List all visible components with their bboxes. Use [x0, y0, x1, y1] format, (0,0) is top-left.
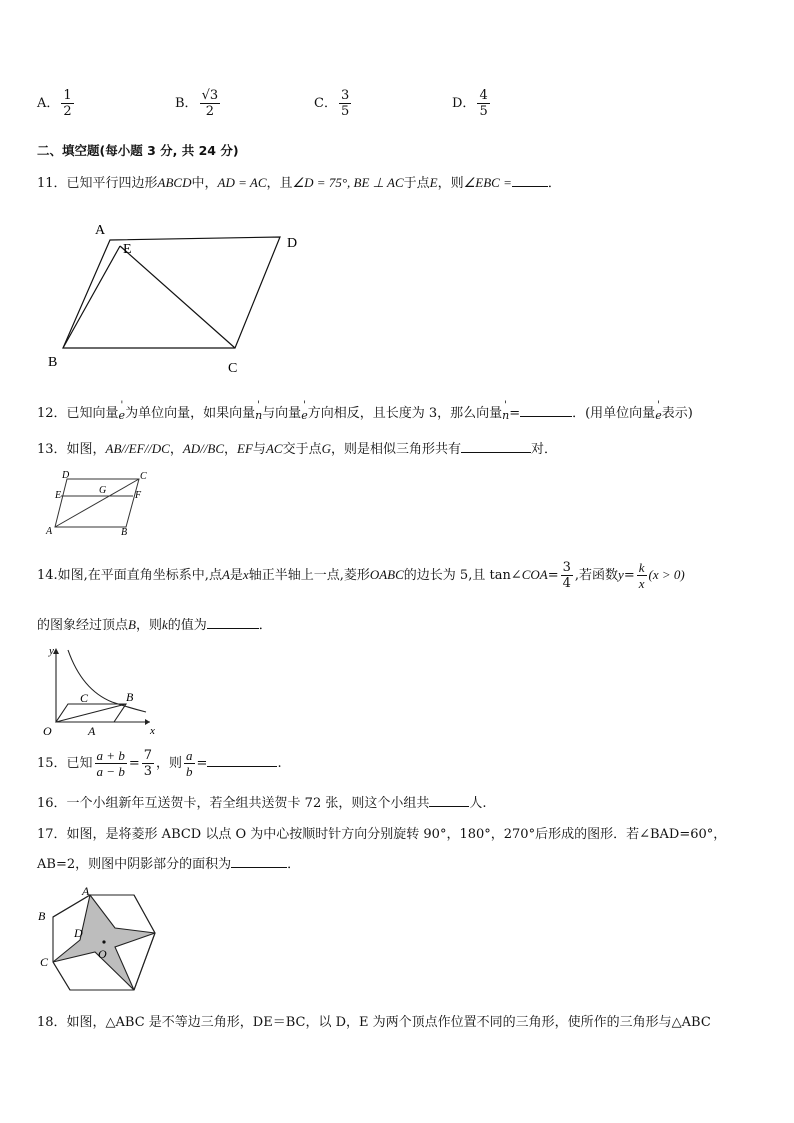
- label-o: O: [43, 724, 52, 738]
- label-b: B: [126, 690, 134, 704]
- label-x: x: [150, 725, 155, 737]
- label-a: A: [95, 223, 106, 238]
- label-c: C: [80, 691, 89, 705]
- question-16: 16．一个小组新年互送贺卡，若全组共送贺卡 72 张，则这个小组共 人.: [37, 792, 487, 811]
- label-f: F: [135, 490, 142, 501]
- label-b: B: [121, 527, 128, 538]
- label-c: C: [40, 955, 49, 969]
- choice-c: C． $\frac{3}{5}$: [314, 88, 350, 119]
- choice-d: D． $\frac{4}{5}$: [452, 88, 488, 119]
- label-e: E: [55, 490, 62, 501]
- label-a: A: [46, 526, 53, 537]
- question-15: 15．已知 $\frac{a + b}{a - b}$ = $\frac{7}{3}$ ，则 $\frac{a}{b}$ = .: [37, 748, 282, 779]
- label-a: A: [82, 884, 90, 898]
- question-17-line1: 17．如图，是将菱形 ABCD 以点 O 为中心按顺时针方向分别旋转 90°，180°，270°后形成的图形．若∠BAD=60°，: [37, 827, 727, 842]
- question-17-line2: AB=2，则图中阴影部分的面积为 ．: [37, 853, 300, 872]
- label-e: E: [123, 242, 132, 257]
- center-point-o: [102, 940, 105, 943]
- label-c: C: [228, 361, 238, 376]
- label-g: G: [99, 485, 107, 496]
- choice-b: B． $\frac{√3}{2}$: [175, 88, 219, 119]
- label-d: D: [62, 470, 70, 481]
- choice-a: A． $\frac{1}{2}$: [37, 88, 72, 119]
- label-o: O: [98, 947, 107, 961]
- question-14-line2: 的图象经过顶点B，则k的值为 ．: [37, 617, 272, 633]
- label-b: B: [38, 909, 46, 923]
- label-b: B: [48, 355, 58, 370]
- label-d: D: [287, 236, 298, 251]
- label-y: y: [49, 645, 54, 657]
- label-d: D: [74, 926, 83, 940]
- section-heading: 二、填空题(每小题 3 分, 共 24 分): [37, 143, 239, 158]
- question-14: 14.如图,在平面直角坐标系中,点A是x轴正半轴上一点,菱形OABC的边长为 5,且 tan∠COA= $\frac{3}{4}$ ,若函数y= $\frac{k}{x}$ (x > 0): [37, 560, 685, 591]
- question-11: 11．已知平行四边形ABCD中，AD = AC，且∠D = 75°, BE ⊥ AC于点E，则∠EBC = ．: [37, 175, 561, 191]
- question-18-line1: 18．如图，△ABC 是不等边三角形，DE＝BC，以 D，E 为两个顶点作位置不同的三角形，使所作的三角形与△ABC: [37, 1015, 711, 1030]
- question-12: 12．已知向量' e为单位向量，如果向量' n与向量' e方向相反，且长度为 3，那么向量' n= ．(用单位向量' e表示): [37, 402, 693, 422]
- question-13: 13．如图，AB//EF//DC，AD//BC，EF与AC交于点G，则是相似三角形共有 对．: [37, 441, 557, 457]
- label-a: A: [88, 724, 96, 738]
- label-c: C: [140, 471, 147, 482]
